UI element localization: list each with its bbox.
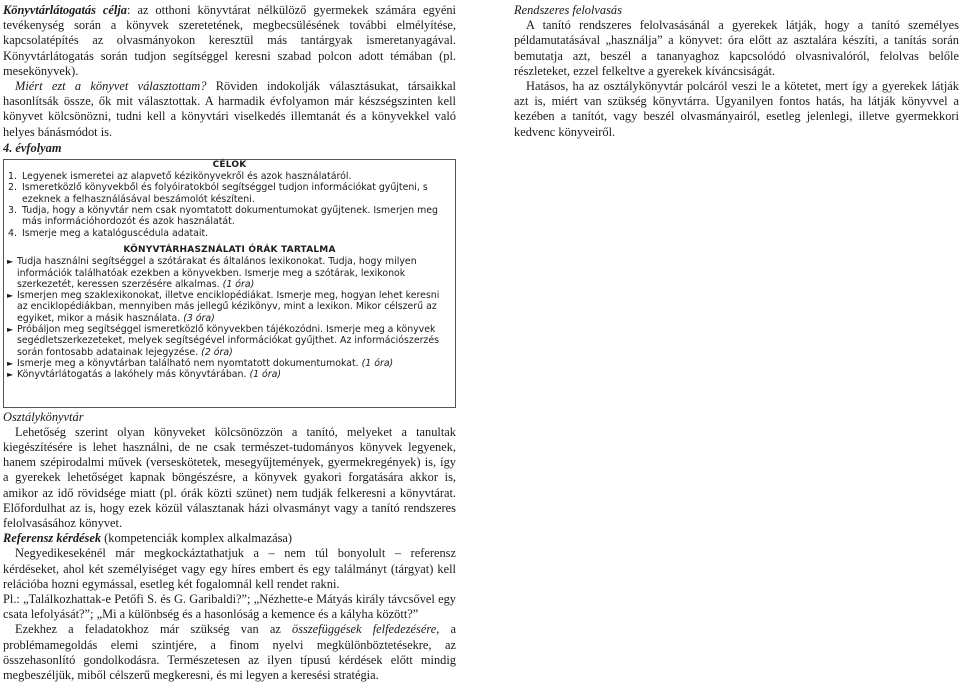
content-hours: (1 óra)	[361, 357, 394, 369]
content-text	[17, 324, 447, 358]
content-hours: (1 óra)	[249, 369, 282, 381]
content-hours: (2 óra)	[201, 346, 233, 358]
reference-paragraph-3	[3, 622, 456, 683]
content-item	[4, 324, 455, 358]
question-text: Miért ezt a könyvet választottam?	[15, 79, 207, 94]
goals-title: CÉLOK	[212, 159, 247, 170]
triangle-bullet-icon: ►	[7, 370, 14, 380]
content-item	[4, 290, 455, 324]
goal-item	[8, 205, 449, 228]
reference-paragraph-1: Negyedikesekénél már megkockáztathatjuk a – nem túl bonyolult – referensz kérdéseket, ahol két személyiséget vagy egy híres embert és egy találmányt (tárgyat) kell relációba hozni egymással, esetleg két fogalomnál kell rendet rakni.	[3, 546, 456, 591]
grade-heading: 4. évfolyam	[3, 140, 62, 155]
goal-number: 4.	[8, 227, 17, 239]
goal-number: 1.	[8, 171, 17, 183]
goals-list	[4, 171, 455, 239]
content-item	[4, 369, 455, 380]
goal-text: Tudja, hogy a könyvtár nem csak nyomtatott dokumentumokat gyűjtenek. Ismerjen meg más információhordozót és azok használatát.	[22, 205, 438, 228]
class-library-paragraph: Lehetőség szerint olyan könyveket kölcsönözzön a tanító, melyeket a tanultak kiegészítésére is lehet használni, de ne csak természet-tudományos könyvek legyenek, hanem szépirodalmi művek (verseskötetek, mesegyűjtemények, gyermekregények) is, így a gyerekek lehetőséget kapnak böngészésre, a könyvek gyakori forgatására akkor is, amikor az idő rövidsége miatt (pl. órák közti szünet) nem tudják felkeresni a könyvtárat. Előfordulhat az is, hogy ezek közül választanak házi olvasmányt vagy a tanító rendszeres felolvasásához könyvet.	[3, 424, 456, 531]
reading-aloud-paragraph-1: A tanító rendszeres felolvasásánál a gyerekek látják, hogy a tanító személyes példamutatásával „használja” a könyvet: óra előtt az asztalára készíti, a tanítás során bemutatja azt, beszél a tananyaghoz kapcsolódó olvasnivalóról, felolvas belőle részleteket, ezzel felkeltve a gyerekek kíváncsiságát.	[514, 18, 959, 78]
content-description: Könyvtárlátogatás a lakóhely más könyvtárában.	[17, 369, 250, 381]
curriculum-figure	[3, 159, 456, 408]
reading-aloud-title: Rendszeres felolvasás	[514, 3, 622, 17]
reference-examples: Pl.: „Találkozhattak-e Petőfi S. és G. Garibaldi?”; „Nézhette-e Mátyás király távcsővel egy csata lefolyását?”; „Mi a különbség és a hasonlóság a kemence és a kályha között?”	[3, 592, 456, 622]
reference-p3-end: , a problémamegoldás elemi szintjére, a finom nyelvi megkülönböztetésekre, az összehasonlító gondolkodásra. Természetesen az ilyen típusú kérdések előtt mindig megbeszéljük, miből célszerű megkeresni, és mi legyen a keresési stratégia.	[3, 622, 457, 683]
class-library-title: Osztálykönyvtár	[3, 409, 84, 424]
content-hours: (1 óra)	[222, 278, 255, 290]
content-title: KÖNYVTÁRHASZNÁLATI ÓRÁK TARTALMA	[123, 244, 336, 255]
right-column	[514, 3, 959, 140]
content-list	[4, 256, 455, 380]
content-item	[4, 256, 455, 290]
goal-item	[8, 228, 449, 239]
content-text	[17, 358, 447, 369]
question-paragraph	[3, 79, 456, 140]
intro-label: Könyvtárlátogatás célja	[3, 3, 128, 17]
reference-p3-start: Ezekhez a feladatokhoz már szükség van az	[15, 622, 293, 637]
content-text	[17, 256, 447, 290]
content-item	[4, 358, 455, 369]
triangle-bullet-icon: ►	[7, 257, 14, 267]
reference-label: Referensz kérdések	[3, 531, 102, 546]
question-explanation: Röviden indokolják választásukat, társaikkal hasonlítsák össze, ők mit választottak. A harmadik évfolyamon már készségszinten kell könyvet kölcsönözni, tudni kell a könyvtári viselkedés illemtanát és a könyvekkel való helyes bánásmódot is.	[3, 79, 456, 139]
goal-text: Legyenek ismeretei az alapvető kézikönyvekről és azok használatáról.	[22, 171, 352, 183]
left-column	[3, 3, 456, 683]
content-text	[17, 369, 447, 380]
content-description: Ismerje meg a könyvtárban található nem nyomtatott dokumentumokat.	[17, 357, 362, 369]
goal-item	[8, 182, 449, 205]
goal-text: Ismerje meg a katalóguscédula adatait.	[22, 227, 209, 239]
triangle-bullet-icon: ►	[7, 291, 14, 301]
goal-number: 3.	[8, 205, 17, 217]
reference-heading	[3, 531, 456, 546]
goal-number: 2.	[8, 182, 17, 194]
content-description: Tudja használni segítséggel a szótárakat és általános lexikonokat. Tudja, hogy milyen információk találhatóak ezekben a könyvekben. Ismerje meg a szótárak, lexikonok szerkezetét, keressen szerzésére alkalmas.	[17, 256, 417, 290]
intro-paragraph	[3, 3, 456, 79]
goal-text: Ismeretközlő könyvekből és folyóiratokból segítséggel tudjon információkat gyűjteni, s ezeknek a felhasználásával beszámolót készíteni.	[22, 182, 428, 205]
content-hours: (3 óra)	[183, 312, 215, 324]
triangle-bullet-icon: ►	[7, 358, 14, 368]
content-description: Ismerjen meg szaklexikonokat, illetve enciklopédiákat. Ismerje meg, hogyan lehet keresni az enciklopédiákban, mennyiben más jellegű kézikönyv, mint a lexikon. Mikor célszerű az egyiket, mikor a másik használata.	[17, 290, 440, 324]
reference-label-suffix: (kompetenciák komplex alkalmazása)	[101, 531, 293, 546]
reading-aloud-paragraph-2: Hatásos, ha az osztálykönyvtár polcáról veszi le a kötetet, mert így a gyerekek látják azt is, miért van szükség könyvtárra. Ugyanilyen fontos hatás, ha látják könyvvel a kezében a tanítót, vagy beszél olvasmányairól, esetleg jelenlegi, illetve gyermekkori kedvenc könyveiről.	[514, 79, 959, 139]
content-description: Próbáljon meg segítséggel ismeretközlő könyvekben tájékozódni. Ismerje meg a könyvek segédletszerkezeteket, melyek segítségével információkat gyűjthet. Az információszerzés során fontosabb adatainak lejegyzése.	[17, 323, 440, 358]
intro-text: : az otthoni könyvtárat nélkülöző gyermekek számára egyéni tevékenység során a könyvek szeretetének, megbecsülésének további elmélyítése, kapcsolatépítés az olvasmányokon keresztül más tantárgyak ismeretanyagával. Könyvtárlátogatás során tudjon segítséggel keresni szabad polcon adott témában (pl. mesekönyvek).	[3, 3, 456, 78]
reference-p3-emphasis: összefüggések felfedezésére	[292, 622, 437, 637]
triangle-bullet-icon: ►	[7, 324, 14, 334]
content-text	[17, 290, 447, 324]
goal-item	[8, 171, 449, 182]
